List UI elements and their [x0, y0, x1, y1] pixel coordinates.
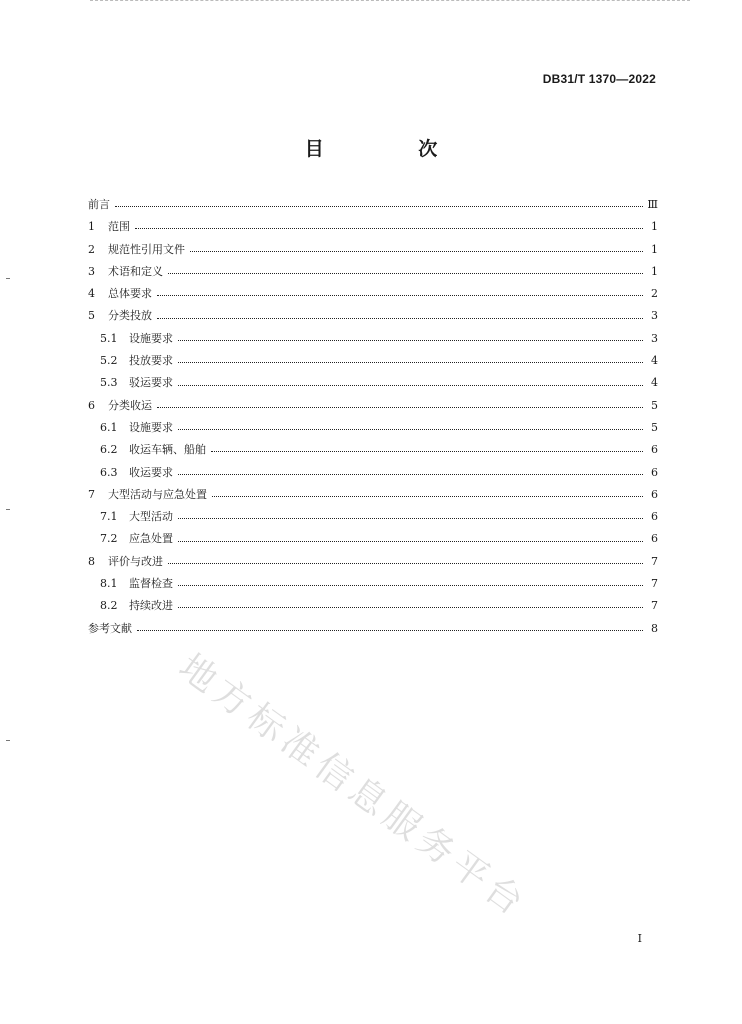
toc-entry-number: 5.3 [100, 376, 118, 390]
page-title: 目 次 [304, 138, 482, 160]
margin-tick [6, 278, 10, 279]
toc-entry-label: 分类投放 [108, 309, 152, 323]
toc-leader-dots [168, 273, 643, 274]
toc-entry[interactable] [88, 506, 658, 528]
toc-leader-dots [178, 607, 643, 608]
margin-tick [6, 509, 10, 510]
toc-entry-number: 7.1 [100, 510, 118, 524]
toc-entry-number: 3 [88, 264, 95, 278]
toc-entry[interactable] [88, 551, 658, 573]
toc-entry-label: 术语和定义 [108, 264, 163, 278]
toc-entry-label: 前言 [88, 198, 110, 211]
toc-entry[interactable] [88, 528, 658, 550]
toc-entry-label: 分类收运 [108, 398, 152, 412]
toc-entry-page: 1 [651, 242, 658, 256]
toc-entry-number: 7.2 [100, 532, 118, 546]
toc-leader-dots [157, 318, 643, 319]
toc-entry-label: 投放要求 [129, 354, 173, 368]
toc-entry-number: 5.2 [100, 354, 118, 368]
toc-leader-dots [168, 563, 643, 564]
toc-leader-dots [178, 429, 643, 430]
toc-entry-page: 6 [651, 510, 658, 524]
toc-entry-page: 1 [651, 264, 658, 278]
toc-entry-label: 评价与改进 [108, 554, 163, 568]
toc-entry[interactable] [88, 261, 658, 283]
toc-entry-page: Ⅲ [647, 198, 658, 211]
watermark: 地方标准信息服务平台 [171, 646, 536, 927]
toc-entry-label: 驳运要求 [129, 376, 173, 390]
toc-entry-label: 大型活动与应急处置 [108, 487, 207, 501]
toc-entry-number: 8 [88, 554, 95, 568]
toc-leader-dots [137, 630, 643, 631]
toc-entry[interactable] [88, 595, 658, 617]
toc-entry[interactable] [88, 484, 658, 506]
toc-entry[interactable] [88, 305, 658, 327]
toc-entry-number: 8.1 [100, 577, 118, 591]
toc-entry-page: 7 [651, 554, 658, 568]
toc-entry-label: 应急处置 [129, 532, 173, 546]
toc-leader-dots [157, 295, 643, 296]
toc-entry-number: 5.1 [100, 331, 118, 345]
toc-entry[interactable] [88, 573, 658, 595]
toc-leader-dots [212, 496, 643, 497]
toc-leader-dots [115, 206, 643, 207]
toc-leader-dots [135, 228, 643, 229]
toc-leader-dots [178, 474, 643, 475]
toc-entry-label: 收运车辆、船舶 [129, 443, 206, 457]
toc-entry-number: 1 [88, 220, 95, 234]
toc-entry-label: 设施要求 [129, 420, 173, 434]
toc-entry-number: 4 [88, 287, 95, 301]
toc-entry[interactable] [88, 328, 658, 350]
toc-entry-page: 3 [651, 309, 658, 323]
margin-tick [6, 740, 10, 741]
toc-leader-dots [178, 340, 643, 341]
toc-entry[interactable] [88, 350, 658, 372]
toc-entry[interactable] [88, 283, 658, 305]
toc-entry-page: 8 [651, 621, 658, 635]
toc-entry-page: 5 [651, 420, 658, 434]
toc-entry[interactable] [88, 462, 658, 484]
toc-leader-dots [178, 541, 643, 542]
toc-entry-page: 6 [651, 532, 658, 546]
toc-entry[interactable] [88, 417, 658, 439]
toc-entry-label: 规范性引用文件 [108, 242, 185, 256]
toc-entry-page: 6 [651, 443, 658, 457]
toc-entry-page: 5 [651, 398, 658, 412]
toc-entry-label: 大型活动 [129, 510, 173, 524]
toc-entry-label: 参考文献 [88, 621, 132, 635]
toc-entry-number: 8.2 [100, 599, 118, 613]
toc-entry-page: 7 [651, 577, 658, 591]
toc-entry-number: 6.3 [100, 465, 118, 479]
toc-entry-label: 收运要求 [129, 465, 173, 479]
toc-entry-label: 总体要求 [108, 287, 152, 301]
toc-leader-dots [178, 385, 643, 386]
page-number: Ⅰ [637, 932, 642, 945]
toc-entry-number: 6 [88, 398, 95, 412]
toc-entry-number: 6.1 [100, 420, 118, 434]
toc-entry[interactable] [88, 372, 658, 394]
toc-entry-page: 1 [651, 220, 658, 234]
toc-entry-page: 6 [651, 487, 658, 501]
toc-entry-page: 3 [651, 331, 658, 345]
toc-entry[interactable] [88, 439, 658, 461]
toc-entry-page: 6 [651, 465, 658, 479]
toc-entry-page: 2 [651, 287, 658, 301]
toc-entry-label: 设施要求 [129, 331, 173, 345]
toc-entry-page: 7 [651, 599, 658, 613]
document-code: DB31/T 1370—2022 [542, 72, 656, 86]
toc-entry-label: 监督检查 [129, 577, 173, 591]
scan-edge-marks [90, 0, 690, 3]
toc-entry[interactable] [88, 194, 658, 216]
toc-entry-page: 4 [651, 376, 658, 390]
toc-leader-dots [190, 251, 643, 252]
toc-entry[interactable] [88, 395, 658, 417]
toc-entry[interactable] [88, 618, 658, 640]
toc-entry-number: 5 [88, 309, 95, 323]
toc-entry-number: 7 [88, 487, 95, 501]
toc-entry-number: 2 [88, 242, 95, 256]
toc-entry[interactable] [88, 239, 658, 261]
toc-entry-page: 4 [651, 354, 658, 368]
toc-entry[interactable] [88, 216, 658, 238]
toc-leader-dots [157, 407, 643, 408]
toc-entry-number: 6.2 [100, 443, 118, 457]
toc-entry-label: 持续改进 [129, 599, 173, 613]
table-of-contents [88, 194, 658, 640]
toc-leader-dots [211, 451, 643, 452]
toc-entry-label: 范围 [108, 220, 130, 234]
toc-leader-dots [178, 585, 643, 586]
toc-leader-dots [178, 362, 643, 363]
toc-leader-dots [178, 518, 643, 519]
